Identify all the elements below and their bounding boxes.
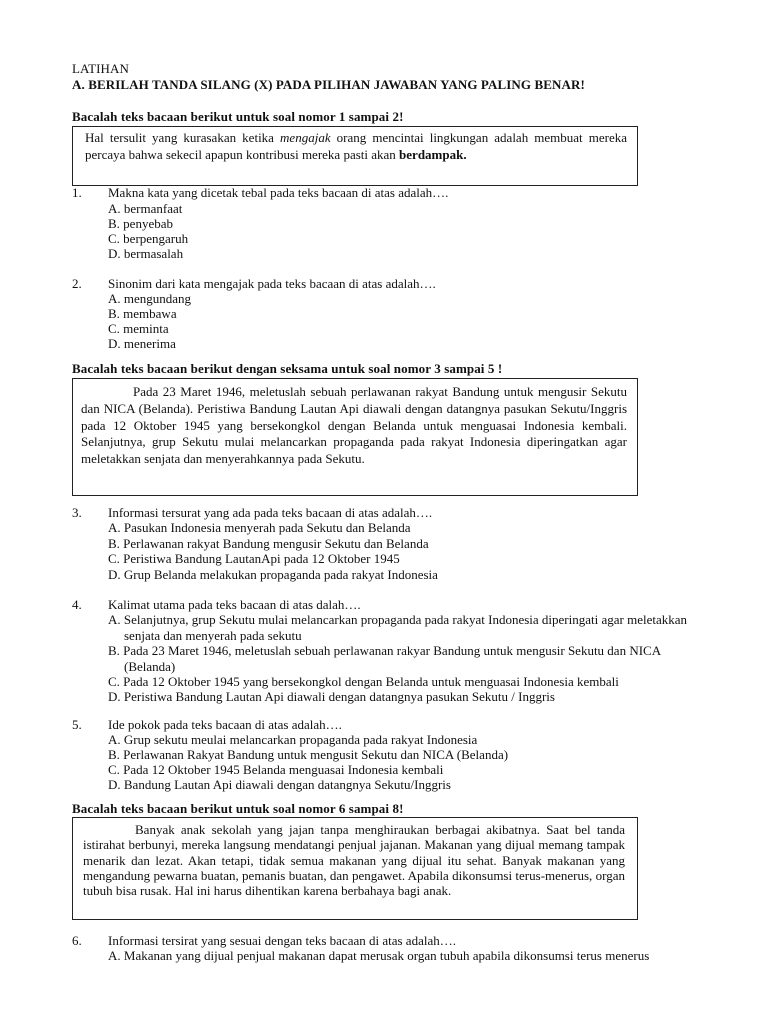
passage-box-2 bbox=[72, 378, 638, 496]
question-number: 4. bbox=[72, 597, 82, 612]
question-5 bbox=[72, 717, 712, 797]
option-b[interactable]: B. Pada 23 Maret 1946, meletuslah sebuah perlawanan rakyar Bandung untuk mengusir Sekutu dan NICA (Belanda) bbox=[108, 643, 661, 674]
question-4 bbox=[72, 597, 712, 707]
passage-box-3 bbox=[72, 817, 638, 920]
question-stem: Kalimat utama pada teks bacaan di atas dalah…. bbox=[108, 597, 361, 612]
question-stem: Ide pokok pada teks bacaan di atas adalah…. bbox=[108, 717, 342, 732]
option-c[interactable]: C. Pada 12 Oktober 1945 Belanda menguasai Indonesia kembali bbox=[108, 762, 444, 777]
option-d[interactable]: D. menerima bbox=[108, 336, 176, 351]
question-stem: Informasi tersirat yang sesuai dengan teks bacaan di atas adalah…. bbox=[108, 933, 456, 948]
question-stem: Informasi tersurat yang ada pada teks bacaan di atas adalah…. bbox=[108, 505, 433, 520]
passage-3-text: Banyak anak sekolah yang jajan tanpa menghiraukan berbagai akibatnya. Saat bel tanda istirahat berbunyi, mereka langsung mendatangi penjual jajanan. Makanan yang dijual memang tampak menarik dan lezat. Akan tetapi, tidak semua makanan yang dijual itu sehat. Banyak makanan yang mengandung pewarna buatan, pemanis buatan, dan pengawet. Apabila dikonsumsi terus-menerus, organ tubuh bisa rusak. Hal ini harus dihentikan karena berbahaya bagi anak. bbox=[83, 822, 625, 899]
option-d[interactable]: D. Peristiwa Bandung Lautan Api diawali dengan datangnya pasukan Sekutu / Inggris bbox=[108, 689, 555, 704]
passage-1-bold-word: berdampak. bbox=[399, 146, 467, 162]
passage-1-part-a: Hal tersulit yang kurasakan ketika bbox=[85, 130, 281, 145]
question-stem: Sinonim dari kata mengajak pada teks bacaan di atas adalah…. bbox=[108, 276, 436, 291]
option-c[interactable]: C. Peristiwa Bandung LautanApi pada 12 Oktober 1945 bbox=[108, 551, 400, 566]
option-a[interactable]: A. Selanjutnya, grup Sekutu mulai melancarkan propaganda pada rakyat Indonesia diperingati agar meletakkan senjata dan menyerah pada sekutu bbox=[108, 612, 688, 643]
passage-1-text bbox=[85, 130, 627, 163]
question-3 bbox=[72, 505, 712, 585]
passage-2-text: Pada 23 Maret 1946, meletuslah sebuah perlawanan rakyat Bandung untuk mengusir Sekutu dan NICA (Belanda). Peristiwa Bandung Lautan Api diawali dengan datangnya pasukan Sekutu/Inggris pada 12 Oktober 1945 yang bersekongkol dengan Belanda untuk menguasai Indonesia kembali. Selanjutnya, grup Sekutu mulai melancarkan propaganda pada rakyat Indonesia diperingatkan agar meletakkan senjata dan menyerahkannya pada Sekutu. bbox=[81, 384, 627, 467]
question-number: 2. bbox=[72, 276, 82, 291]
passage-1-part-b: orang mencintai lingkungan adalah membuat mereka percaya bahwa sekecil apapun kontribusi mereka pasti akan bbox=[85, 130, 628, 162]
option-b[interactable]: B. Perlawanan Rakyat Bandung untuk mengusit Sekutu dan NICA (Belanda) bbox=[108, 747, 509, 762]
option-b[interactable]: B. penyebab bbox=[108, 216, 173, 231]
section2-heading: Bacalah teks bacaan berikut dengan seksama untuk soal nomor 3 sampai 5 ! bbox=[72, 361, 503, 376]
option-a[interactable]: A. bermanfaat bbox=[108, 201, 183, 216]
option-b[interactable]: B. Perlawanan rakyat Bandung mengusir Sekutu dan Belanda bbox=[108, 536, 429, 551]
question-number: 6. bbox=[72, 933, 82, 948]
section3-heading: Bacalah teks bacaan berikut untuk soal nomor 6 sampai 8! bbox=[72, 801, 404, 816]
option-d[interactable]: D. bermasalah bbox=[108, 246, 184, 261]
section1-heading: Bacalah teks bacaan berikut untuk soal nomor 1 sampai 2! bbox=[72, 109, 404, 124]
option-d[interactable]: D. Bandung Lautan Api diawali dengan datangnya Sekutu/Inggris bbox=[108, 777, 451, 792]
question-1 bbox=[72, 185, 712, 265]
question-2 bbox=[72, 276, 712, 356]
worksheet-title: LATIHAN bbox=[72, 61, 130, 76]
question-number: 3. bbox=[72, 505, 82, 520]
option-a[interactable]: A. mengundang bbox=[108, 291, 192, 306]
option-c[interactable]: C. Pada 12 Oktober 1945 yang bersekongkol dengan Belanda untuk menguasai Indonesia kembali bbox=[108, 674, 619, 689]
question-number: 5. bbox=[72, 717, 82, 732]
instruction-heading: A. BERILAH TANDA SILANG (X) PADA PILIHAN JAWABAN YANG PALING BENAR! bbox=[72, 77, 585, 92]
passage-1-italic-word: mengajak bbox=[280, 130, 331, 145]
option-a[interactable]: A. Makanan yang dijual penjual makanan dapat merusak organ tubuh apabila dikonsumsi terus menerus bbox=[108, 948, 650, 963]
passage-box-1 bbox=[72, 126, 638, 186]
option-b[interactable]: B. membawa bbox=[108, 306, 177, 321]
question-number: 1. bbox=[72, 185, 82, 200]
option-a[interactable]: A. Pasukan Indonesia menyerah pada Sekutu dan Belanda bbox=[108, 520, 411, 535]
option-d[interactable]: D. Grup Belanda melakukan propaganda pada rakyat Indonesia bbox=[108, 567, 438, 582]
option-a[interactable]: A. Grup sekutu meulai melancarkan propaganda pada rakyat Indonesia bbox=[108, 732, 478, 747]
option-c[interactable]: C. meminta bbox=[108, 321, 169, 336]
option-c[interactable]: C. berpengaruh bbox=[108, 231, 189, 246]
question-6 bbox=[72, 933, 712, 983]
question-stem: Makna kata yang dicetak tebal pada teks bacaan di atas adalah…. bbox=[108, 185, 449, 200]
